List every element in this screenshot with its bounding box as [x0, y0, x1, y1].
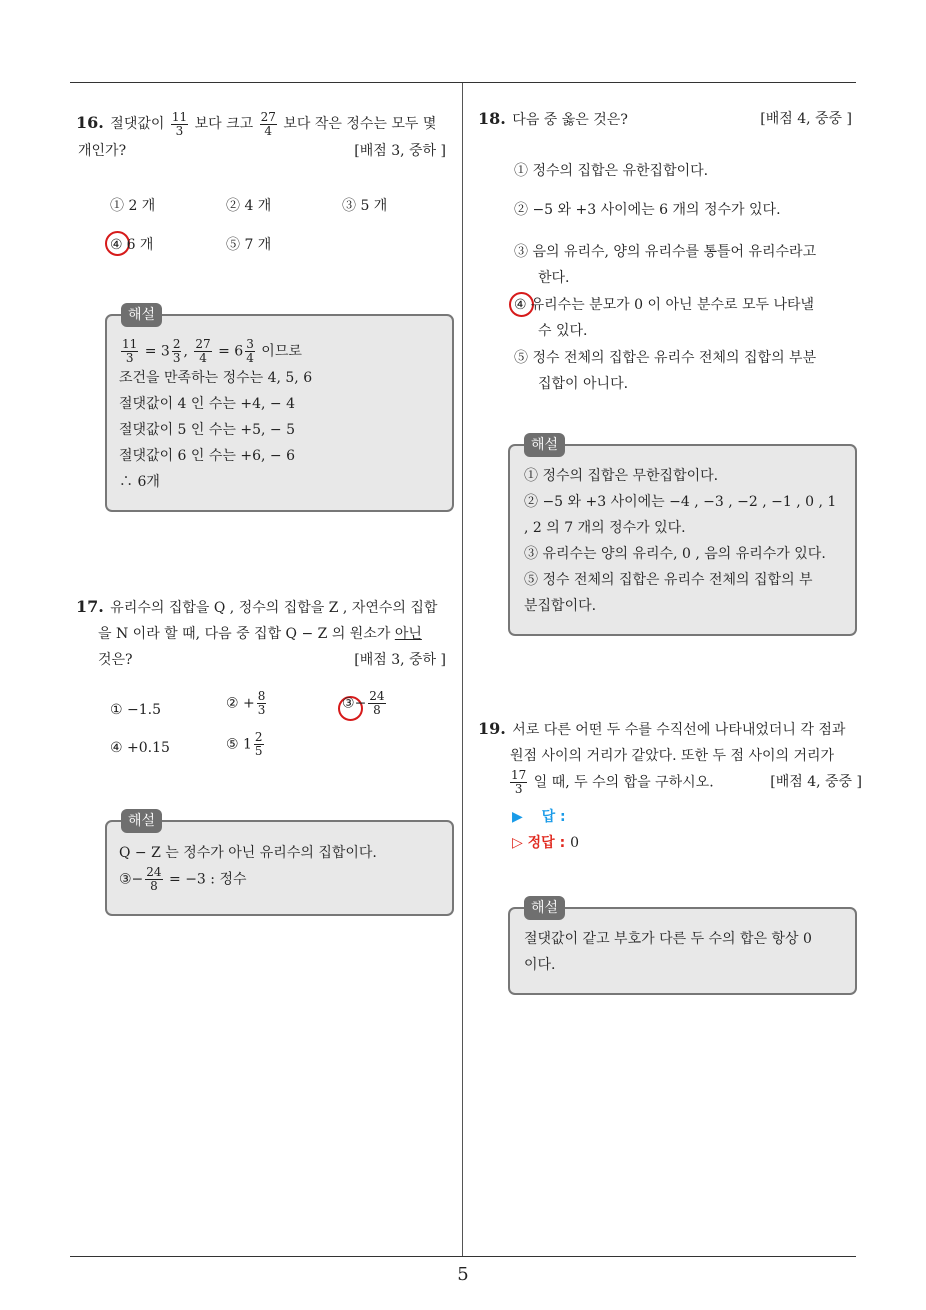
question-number: 18.	[478, 109, 506, 128]
solution-tag: 해설	[524, 896, 565, 920]
question-number: 19.	[478, 719, 506, 738]
question-16	[76, 110, 454, 164]
column-divider	[462, 83, 463, 1257]
question-text: 유리수의 집합을 Q , 정수의 집합을 Z , 자연수의 집합	[110, 600, 438, 616]
page-number: 5	[457, 1264, 469, 1285]
answer-line: ▶ 답 :	[512, 809, 566, 825]
question-text: 다음 중 옳은 것은?	[512, 112, 628, 128]
solution-box-17	[105, 813, 454, 916]
question-19: 19. 서로 다른 어떤 두 수를 수직선에 나타내었더니 각 점과 원점 사이의 거리가 같았다. 또한 두 점 사이의 거리가 $\frac{17}{3}$ 일 때, 두 수의 합을 구하시오. [배점 4, 중중 ]	[478, 719, 862, 796]
option-1: ① 2 개	[110, 198, 156, 214]
option-4: ④ 6 개	[110, 237, 154, 253]
question-text: 원점 사이의 거리가 같았다. 또한 두 점 사이의 거리가	[510, 748, 835, 764]
option-4: ④ 유리수는 분모가 0 이 아닌 분수로 모두 나타낼 수 있다.	[514, 297, 815, 339]
question-text: 을 N 이라 할 때, 다음 중 집합 Q − Z 의 원소가	[98, 626, 391, 642]
question-text: 서로 다른 어떤 두 수를 수직선에 나타내었더니 각 점과	[512, 722, 846, 738]
option-1: ① −1.5	[110, 702, 161, 718]
solution-body: $\frac{11}{3}$ = 3 $\frac{2}{3}$ , $\frac{27}{4}$ = 6 $\frac{3}{4}$ 이므로 조건을 만족하는 정수는 4, 5, 6 절댓값이 4 인 수는 +4, − 4 절댓값이 5 인 수는 +5, − 5 절댓값이 6 인 수는 +6, − 6 ∴ 6개	[119, 337, 313, 490]
option-2: ② + $\frac{8}{3}$	[226, 689, 266, 717]
solution-box-19	[508, 900, 857, 995]
fraction: $\frac{11}{3}$	[171, 109, 188, 138]
option-5: ⑤ 1 $\frac{2}{5}$	[226, 730, 263, 758]
question-18	[478, 106, 856, 133]
solution-tag: 해설	[121, 303, 162, 327]
question-text: 것은?	[98, 652, 133, 668]
question-text: 보다 크고	[194, 116, 254, 132]
solution-box-16	[105, 307, 454, 512]
option-3: ③ 음의 유리수, 양의 유리수를 통틀어 유리수라고 한다.	[514, 244, 817, 286]
option-2: ② −5 와 +3 사이에는 6 개의 정수가 있다.	[514, 202, 781, 218]
question-text: 절댓값이	[110, 116, 165, 132]
option-3: ③− $\frac{24}{8}$	[342, 689, 385, 717]
bottom-rule	[70, 1256, 856, 1257]
option-2: ② 4 개	[226, 198, 272, 214]
option-4: ④ +0.15	[110, 740, 170, 756]
score-label: [배점 3, 중하 ]	[354, 142, 446, 159]
score-label: [배점 4, 중중 ]	[760, 111, 852, 127]
fraction: $\frac{27}{4}$	[260, 109, 276, 138]
score-label: [배점 4, 중중 ]	[770, 774, 862, 790]
correct-answer-line: ▷ 정답 : 0	[512, 835, 579, 851]
score-label: [배점 3, 중하 ]	[354, 652, 446, 668]
question-text: 일 때, 두 수의 합을 구하시오.	[533, 774, 714, 791]
top-rule	[70, 82, 856, 83]
solution-body: Q − Z 는 정수가 아닌 유리수의 집합이다. ③− $\frac{24}{8}$ = −3 : 정수	[119, 845, 377, 893]
play-arrow-icon: ▶	[512, 809, 523, 825]
underlined-text: 아닌	[394, 626, 422, 642]
solution-body: 절댓값이 같고 부호가 다른 두 수의 합은 항상 0 이다.	[524, 931, 812, 973]
option-1: ① 정수의 집합은 유한집합이다.	[514, 163, 709, 179]
question-text: 개인가?	[78, 142, 127, 159]
solution-body: ① 정수의 집합은 무한집합이다. ② −5 와 +3 사이에는 −4 , −3 , −2 , −1 , 0 , 1 , 2 의 7 개의 정수가 있다. ③ 유리수는 양의 유리수, 0 , 음의 유리수가 있다. ⑤ 정수 전체의 집합은 유리수 전체의 집합의 부 분집합이다.	[524, 468, 837, 614]
outline-arrow-icon: ▷	[512, 835, 523, 851]
question-number: 16.	[76, 113, 104, 132]
question-17	[76, 594, 454, 673]
solution-box-18	[508, 437, 857, 636]
question-text: 보다 작은 정수는 모두 몇	[283, 116, 437, 132]
question-number: 17.	[76, 597, 104, 616]
option-5: ⑤ 7 개	[226, 237, 272, 253]
solution-tag: 해설	[524, 433, 565, 457]
solution-tag: 해설	[121, 809, 162, 833]
option-5: ⑤ 정수 전체의 집합은 유리수 전체의 집합의 부분 집합이 아니다.	[514, 350, 817, 392]
option-3: ③ 5 개	[342, 198, 388, 214]
